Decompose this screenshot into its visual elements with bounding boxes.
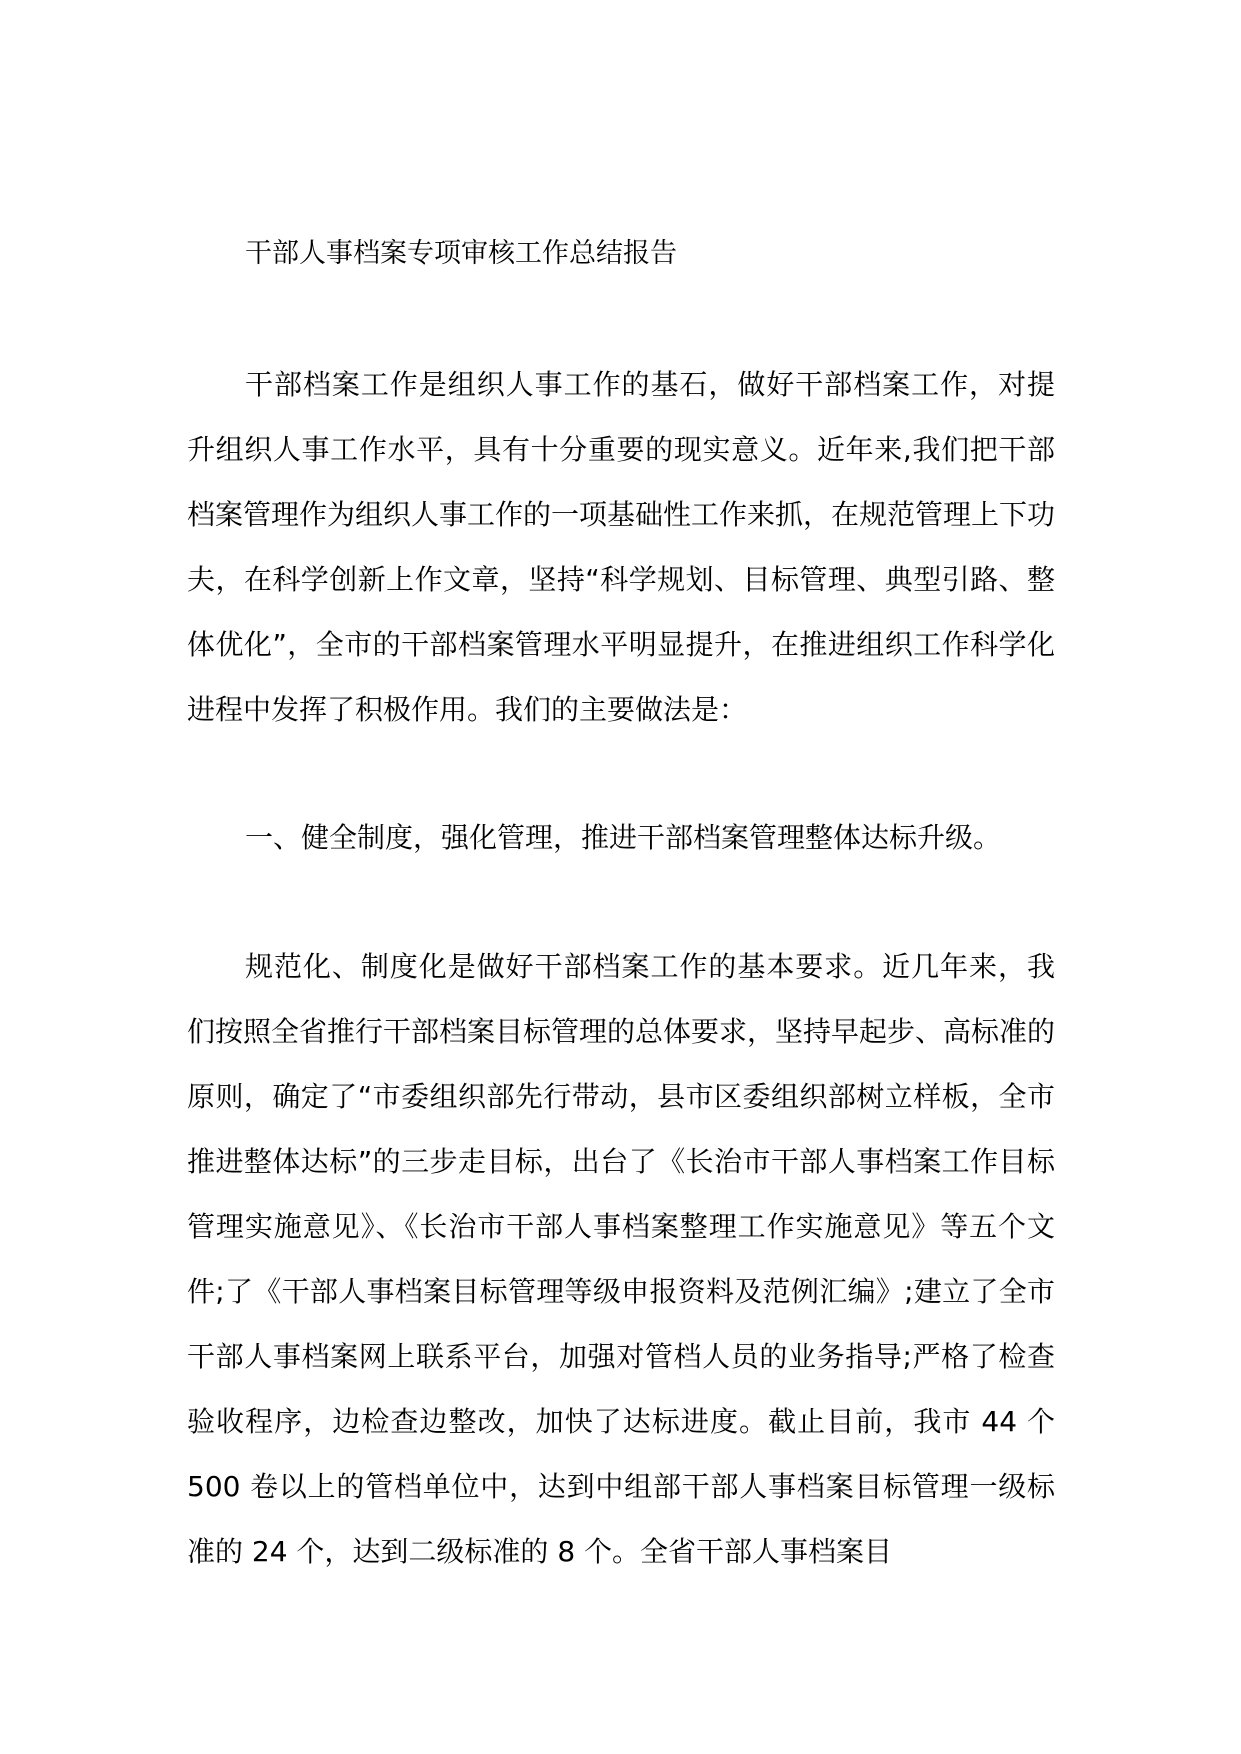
spacer [187,742,1055,806]
spacer [187,286,1055,352]
intro-paragraph: 干部档案工作是组织人事工作的基石，做好干部档案工作，对提升组织人事工作水平，具有十分重要的现实意义。近年来,我们把干部档案管理作为组织人事工作的一项基础性工作来抓，在规范管理上下功夫，在科学创新上作文章，坚持“科学规划、目标管理、典型引路、整体优化”，全市的干部档案管理水平明显提升，在推进组织工作科学化进程中发挥了积极作用。我们的主要做法是： [187,368,1056,726]
document-body [187,222,1055,1584]
document-title: 干部人事档案专项审核工作总结报告 [245,238,677,269]
section-1-paragraph: 规范化、制度化是做好干部档案工作的基本要求。近几年来，我们按照全省推行干部档案目标管理的总体要求，坚持早起步、高标准的原则，确定了“市委组织部先行带动，县市区委组织部树立样板，全市推进整体达标”的三步走目标，出台了《长治市干部人事档案工作目标管理实施意见》、《长治市干部人事档案整理工作实施意见》等五个文件;了《干部人事档案目标管理等级申报资料及范例汇编》;建立了全市干部人事档案网上联系平台，加强对管档人员的业务指导;严格了检查验收程序，边检查边整改，加快了达标进度。截止目前，我市 44 个 500 卷以上的管档单位中，达到中组部干部人事档案目标管理一级标准的 24 个，达到二级标准的 8 个。全省干部人事档案目 [187,950,1056,1568]
section-heading-1: 一、健全制度，强化管理，推进干部档案管理整体达标升级。 [245,821,1002,854]
spacer [187,870,1055,934]
